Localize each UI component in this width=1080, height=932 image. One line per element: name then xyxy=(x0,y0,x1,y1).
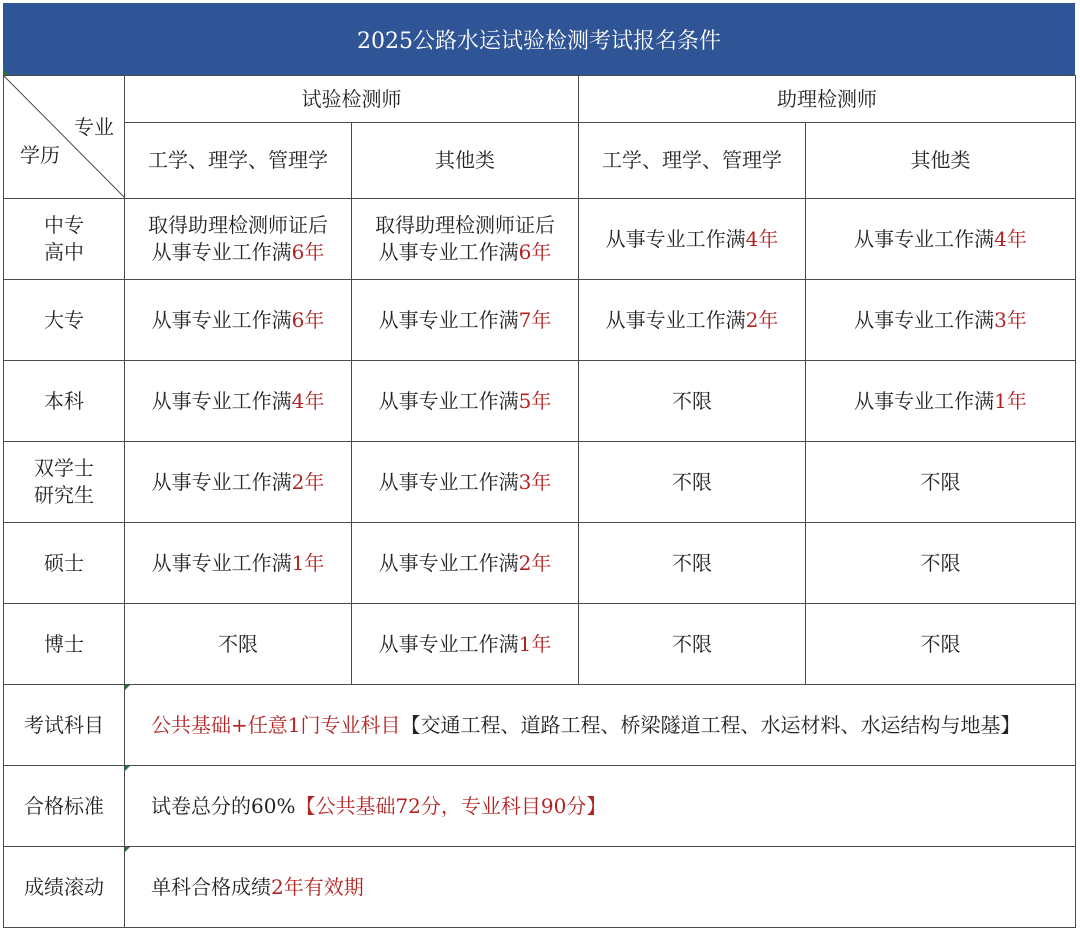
requirement-text: 不限 xyxy=(920,469,961,494)
requirement-text: 不限 xyxy=(672,550,712,575)
requirement-years: 3年 xyxy=(994,307,1027,332)
requirement-text: 取得助理检测师证后 xyxy=(375,213,555,237)
requirement-years: 6年 xyxy=(291,307,325,332)
info-row xyxy=(4,685,1076,766)
info-value-part: 【交通工程、道路工程、桥梁隧道工程、水运材料、水运结构与地基】 xyxy=(400,712,1021,737)
requirement-years: 6年 xyxy=(291,240,325,264)
info-label: 成绩滚动 xyxy=(4,847,125,928)
info-row xyxy=(4,766,1076,847)
requirement-cell xyxy=(125,442,352,523)
requirement-years: 2年 xyxy=(518,550,552,575)
table-row xyxy=(4,280,1076,361)
requirement-cell xyxy=(806,199,1076,280)
education-label-text: 大专 xyxy=(44,307,84,332)
subheader-cell: 工学、理学、管理学 xyxy=(125,123,352,199)
page-title: 2025公路水运试验检测考试报名条件 xyxy=(357,28,721,54)
requirement-text: 从事专业工作满 xyxy=(378,469,519,494)
education-label xyxy=(4,280,125,361)
requirement-cell xyxy=(806,523,1076,604)
requirement-cell xyxy=(352,280,579,361)
info-value-part: 【公共基础72分，专业科目90分】 xyxy=(295,793,607,818)
table-row xyxy=(4,604,1076,685)
requirement-cell xyxy=(125,523,352,604)
requirement-cell xyxy=(579,523,806,604)
requirement-cell xyxy=(125,280,352,361)
table-row xyxy=(4,442,1076,523)
group-header-tester: 试验检测师 xyxy=(125,76,579,123)
requirement-cell xyxy=(806,442,1076,523)
requirement-text: 从事专业工作满 xyxy=(151,550,292,575)
requirement-text: 从事专业工作满 xyxy=(378,631,519,656)
requirement-cell xyxy=(352,604,579,685)
requirement-cell xyxy=(806,361,1076,442)
requirement-text: 从事专业工作满 xyxy=(151,240,292,264)
requirement-cell xyxy=(125,361,352,442)
corner-header-cell xyxy=(4,76,125,199)
requirements-table-body xyxy=(4,76,1076,928)
subheader-cell: 工学、理学、管理学 xyxy=(579,123,806,199)
table-row xyxy=(4,523,1076,604)
requirement-cell xyxy=(352,523,579,604)
requirement-text: 从事专业工作满 xyxy=(605,226,746,251)
info-value-part: 2年有效期 xyxy=(271,874,364,899)
requirement-text: 不限 xyxy=(672,631,712,656)
education-label-text: 研究生 xyxy=(34,483,94,507)
education-label-text: 高中 xyxy=(44,240,84,264)
requirement-years: 5年 xyxy=(518,388,552,413)
header-row-groups xyxy=(4,76,1076,123)
requirement-text: 从事专业工作满 xyxy=(854,226,995,251)
education-label-text: 双学士 xyxy=(34,456,94,480)
requirement-text: 从事专业工作满 xyxy=(378,550,519,575)
group-header-assistant: 助理检测师 xyxy=(579,76,1076,123)
requirements-table xyxy=(3,75,1076,928)
requirement-text: 从事专业工作满 xyxy=(854,388,995,413)
requirement-years: 2年 xyxy=(291,469,325,494)
info-value xyxy=(125,766,1076,847)
requirement-years: 4年 xyxy=(291,388,325,413)
info-value-part: 公共基础+任意1门专业科目 xyxy=(151,712,401,737)
subheader-cell: 其他类 xyxy=(806,123,1076,199)
requirement-text: 从事专业工作满 xyxy=(151,469,292,494)
corner-major-label: 专业 xyxy=(74,115,114,139)
requirement-cell xyxy=(352,361,579,442)
requirement-cell xyxy=(579,442,806,523)
requirement-cell xyxy=(579,604,806,685)
education-label xyxy=(4,199,125,280)
page-title-bar xyxy=(3,3,1075,75)
requirement-years: 7年 xyxy=(518,307,552,332)
info-value xyxy=(125,685,1076,766)
requirement-cell xyxy=(806,604,1076,685)
education-label-text: 硕士 xyxy=(44,550,84,575)
table-row xyxy=(4,199,1076,280)
table-row xyxy=(4,361,1076,442)
requirement-text: 从事专业工作满 xyxy=(378,388,519,413)
info-label: 合格标准 xyxy=(4,766,125,847)
education-label-text: 博士 xyxy=(44,631,84,656)
requirement-cell xyxy=(352,442,579,523)
corner-education-label: 学历 xyxy=(20,143,60,167)
education-label xyxy=(4,523,125,604)
requirement-text: 取得助理检测师证后 xyxy=(148,213,328,237)
requirement-text: 从事专业工作满 xyxy=(151,307,292,332)
requirement-cell xyxy=(579,199,806,280)
requirement-cell xyxy=(806,280,1076,361)
requirement-years: 1年 xyxy=(994,388,1027,413)
subheader-cell: 其他类 xyxy=(352,123,579,199)
education-label xyxy=(4,442,125,523)
info-value xyxy=(125,847,1076,928)
requirement-text: 不限 xyxy=(672,388,712,413)
info-row xyxy=(4,847,1076,928)
requirement-cell xyxy=(125,199,352,280)
requirement-cell xyxy=(125,604,352,685)
requirement-years: 4年 xyxy=(994,226,1027,251)
requirement-years: 4年 xyxy=(745,226,779,251)
requirement-text: 从事专业工作满 xyxy=(854,307,995,332)
requirement-years: 2年 xyxy=(745,307,779,332)
education-label xyxy=(4,361,125,442)
education-label-text: 本科 xyxy=(44,388,84,413)
education-label-text: 中专 xyxy=(44,213,84,237)
requirement-years: 6年 xyxy=(518,240,552,264)
requirement-text: 从事专业工作满 xyxy=(605,307,746,332)
header-row-subjects xyxy=(4,123,1076,199)
requirement-years: 1年 xyxy=(291,550,325,575)
requirement-cell xyxy=(579,280,806,361)
requirement-cell xyxy=(352,199,579,280)
requirement-text: 不限 xyxy=(920,631,961,656)
requirement-text: 从事专业工作满 xyxy=(151,388,292,413)
requirement-text: 不限 xyxy=(920,550,961,575)
requirement-cell xyxy=(579,361,806,442)
education-label xyxy=(4,604,125,685)
requirement-text: 从事专业工作满 xyxy=(378,307,519,332)
info-label: 考试科目 xyxy=(4,685,125,766)
requirement-text: 不限 xyxy=(672,469,712,494)
requirement-years: 1年 xyxy=(518,631,552,656)
requirement-years: 3年 xyxy=(518,469,552,494)
requirement-text: 从事专业工作满 xyxy=(378,240,519,264)
info-value-part: 单科合格成绩 xyxy=(151,874,271,899)
info-value-part: 试卷总分的60% xyxy=(151,793,296,818)
requirement-text: 不限 xyxy=(218,631,258,656)
